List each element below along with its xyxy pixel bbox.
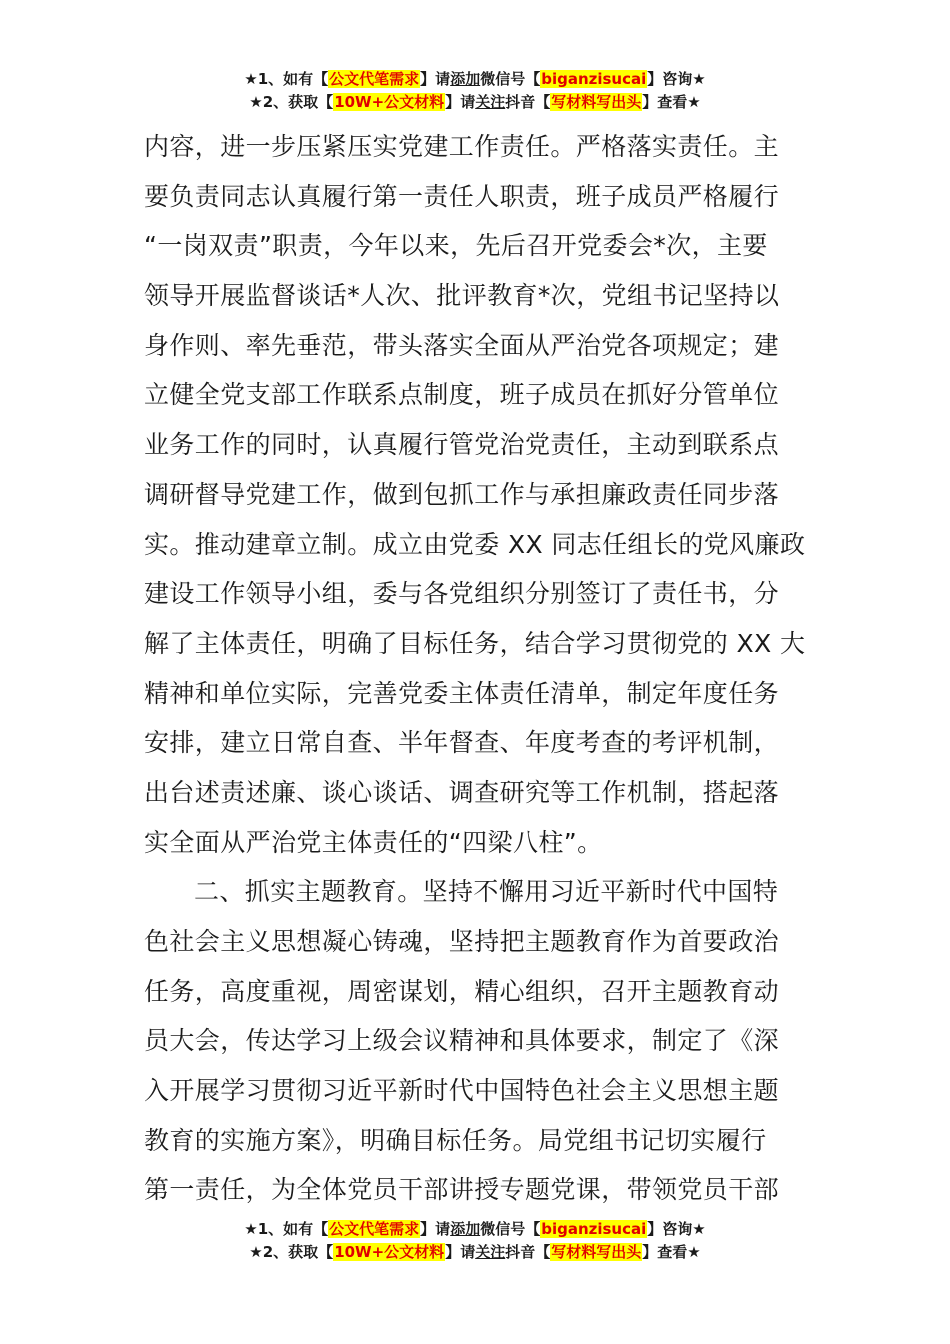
banner-line-2 xyxy=(0,1241,950,1264)
banner-text: ★1、如有【 xyxy=(244,70,329,88)
banner-line-1 xyxy=(0,68,950,91)
banner-text: 】请 xyxy=(445,93,476,111)
banner-text: ★2、获取【 xyxy=(249,1243,334,1261)
body-line: 领导开展监督谈话*人次、批评教育*次，党组书记坚持以 xyxy=(144,281,780,311)
banner-emphasis: 添加 xyxy=(450,70,481,88)
banner-text: 抖音【 xyxy=(505,1243,551,1261)
banner-text: 】咨询★ xyxy=(647,1220,706,1238)
body-line: 实全面从严治党主体责任的“四梁八柱”。 xyxy=(144,827,603,857)
section-heading-line: 二、抓实主题教育。坚持不懈用习近平新时代中国特 xyxy=(194,877,779,907)
banner-text: 抖音【 xyxy=(505,93,551,111)
banner-text: 微信号【 xyxy=(480,70,541,88)
banner-text: 】请 xyxy=(420,1220,451,1238)
body-line: 任务，高度重视，周密谋划，精心组织，召开主题教育动 xyxy=(144,976,780,1006)
banner-line-1 xyxy=(0,1218,950,1241)
banner-highlight: 10W+公文材料 xyxy=(334,1243,445,1261)
banner-text: ★2、获取【 xyxy=(249,93,334,111)
banner-text: 】查看★ xyxy=(642,93,701,111)
header-banner xyxy=(0,68,950,114)
body-line: 入开展学习贯彻习近平新时代中国特色社会主义思想主题 xyxy=(144,1076,780,1106)
banner-highlight: 写材料写出头 xyxy=(551,1243,642,1261)
banner-highlight: biganzisucai xyxy=(541,1220,647,1238)
body-line: 要负责同志认真履行第一责任人职责，班子成员严格履行 xyxy=(144,181,780,211)
body-line: 内容，进一步压紧压实党建工作责任。严格落实责任。主 xyxy=(144,132,780,161)
banner-text: 微信号【 xyxy=(480,1220,541,1238)
body-line: 色社会主义思想凝心铸魂，坚持把主题教育作为首要政治 xyxy=(144,927,780,956)
banner-text: 】咨询★ xyxy=(647,70,706,88)
banner-emphasis: 添加 xyxy=(450,1220,481,1238)
banner-text: 】请 xyxy=(420,70,451,88)
banner-text: 】查看★ xyxy=(642,1243,701,1261)
body-line: 立健全党支部工作联系点制度，班子成员在抓好分管单位 xyxy=(144,380,780,410)
body-line: 解了主体责任，明确了目标任务，结合学习贯彻党的 XX 大 xyxy=(144,628,806,658)
body-line: 安排，建立日常自查、半年督查、年度考查的考评机制， xyxy=(144,728,780,758)
banner-highlight: biganzisucai xyxy=(541,70,647,88)
body-line: 实。推动建章立制。成立由党委 XX 同志任组长的党风廉政 xyxy=(144,529,806,559)
banner-text: 】请 xyxy=(445,1243,476,1261)
banner-highlight: 写材料写出头 xyxy=(551,93,642,111)
banner-highlight: 10W+公文材料 xyxy=(334,93,445,111)
document-body xyxy=(144,122,806,1215)
body-line: 第一责任，为全体党员干部讲授专题党课，带领党员干部 xyxy=(144,1175,780,1205)
banner-highlight: 公文代笔需求 xyxy=(329,70,420,88)
body-line: 教育的实施方案》，明确目标任务。局党组书记切实履行 xyxy=(144,1125,767,1155)
banner-text: ★1、如有【 xyxy=(244,1220,329,1238)
body-line: 精神和单位实际，完善党委主体责任清单，制定年度任务 xyxy=(144,678,780,708)
banner-emphasis: 关注 xyxy=(475,93,506,111)
footer-banner xyxy=(0,1218,950,1264)
body-line: “一岗双责”职责，今年以来，先后召开党委会*次，主要 xyxy=(144,231,768,261)
body-line: 调研督导党建工作，做到包抓工作与承担廉政责任同步落 xyxy=(144,479,780,509)
body-line: 出台述责述廉、谈心谈话、调查研究等工作机制，搭起落 xyxy=(144,777,780,807)
banner-line-2 xyxy=(0,91,950,114)
body-line: 员大会，传达学习上级会议精神和具体要求，制定了《深 xyxy=(144,1026,780,1056)
banner-highlight: 公文代笔需求 xyxy=(329,1220,420,1238)
body-line: 建设工作领导小组，委与各党组织分别签订了责任书，分 xyxy=(144,579,780,609)
body-line: 身作则、率先垂范，带头落实全面从严治党各项规定；建 xyxy=(144,330,780,360)
banner-emphasis: 关注 xyxy=(475,1243,506,1261)
body-line: 业务工作的同时，认真履行管党治党责任，主动到联系点 xyxy=(144,430,780,460)
